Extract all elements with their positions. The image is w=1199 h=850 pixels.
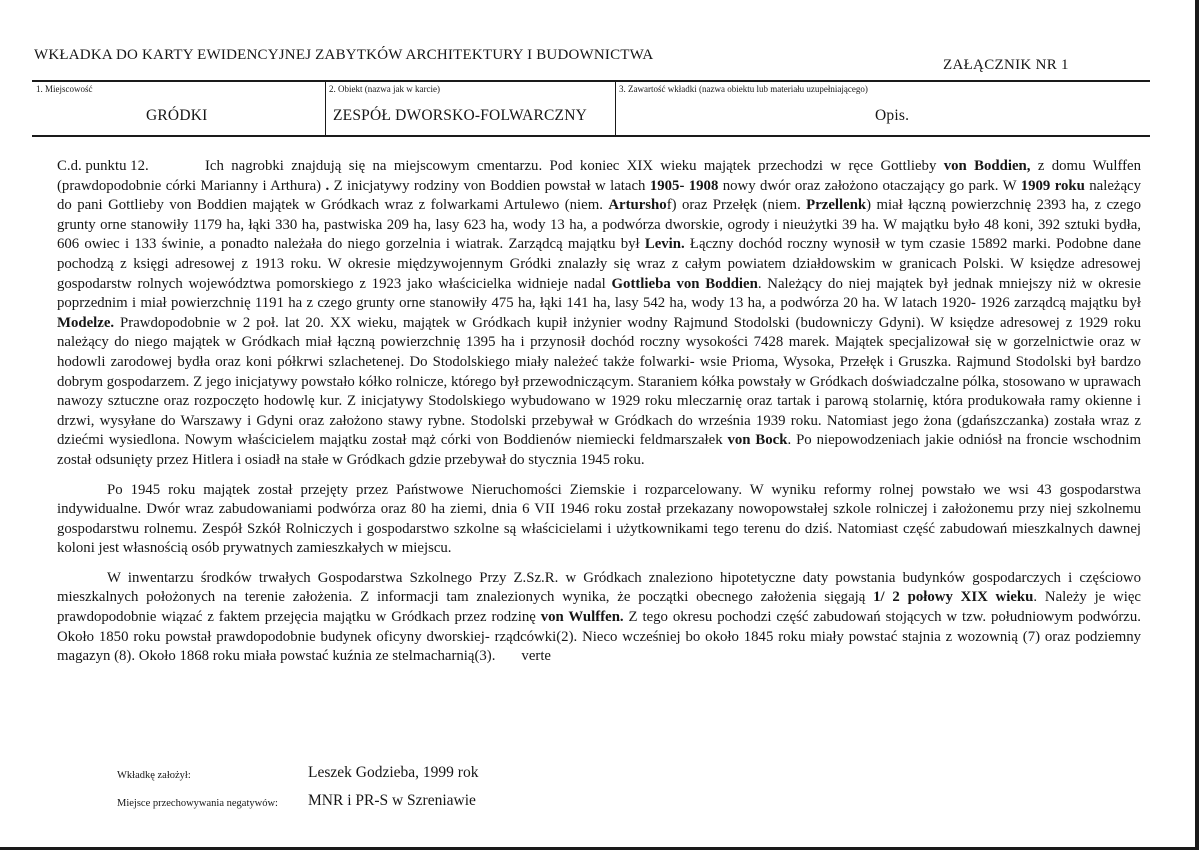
form-title: WKŁADKA DO KARTY EWIDENCYJNEJ ZABYTKÓW ARCHITEKTURY I BUDOWNICTWA (34, 47, 654, 63)
paragraph-3: W inwentarzu środków trwałych Gospodarstwa Szkolnego Przy Z.Sz.R. w Gródkach znaleziono hipotetyczne daty powstania budynków gospodarczych i częściowo mieszkalnych położonych na terenie założenia. Z informacji tam znalezionych wynika, że początki obecnego założenia sięgają 1/ 2 połowy XIX wieku. Należy je więc prawdopodobnie wiązać z faktem przejęcia majątku w Gródkach przez rodzinę von Wulffen. Z tego okresu pochodzi część zabudowań stojących w tzw. południowym podwórzu. Około 1850 roku powstał prawdopodobnie budynek oficyny dworskiej- rządcówki(2). Nieco wcześniej bo około 1845 roku miały powstać stajnia z wozownią (7) oraz podziemny magazyn (8). Około 1868 roku miała powstać kuźnia ze stelmacharnią(3). verte (57, 569, 1141, 665)
object-label: 2. Obiekt (nazwa jak w karcie) (329, 84, 440, 94)
description-body (57, 157, 1141, 667)
locality-label: 1. Miejscowość (36, 84, 93, 94)
field-divider-1 (325, 82, 326, 135)
content-label: 3. Zawartość wkładki (nazwa obiektu lub materiału uzupełniającego) (619, 84, 868, 94)
paragraph-2: Po 1945 roku majątek został przejęty przez Państwowe Nieruchomości Ziemskie i rozparcelowany. W wyniku reformy rolnej powstało we wsi 43 gospodarstwa indywidualne. Dwór wraz zabudowaniami podwórza oraz 80 ha ziemi, dnia 6 VII 1946 roku został przekazany nowopowstałej szkole rolniczej i założonemu przy niej szkolnemu gospodarstwu rolnemu. Zespół Szkół Rolniczych i gospodarstwo szkolne są właścicielami i użytkownikami tego terenu do dziś. Natomiast część zabudowań mieszkalnych dawnej koloni jest własnością osób prywatnych zamieszkałych w miejscu. (57, 481, 1141, 557)
paragraph-lead: C.d. punktu 12. (57, 158, 149, 174)
annex-label: ZAŁĄCZNIK NR 1 (943, 57, 1069, 73)
header-rule-top (32, 80, 1150, 82)
paragraph-1: C.d. punktu 12. Ich nagrobki znajdują się na miejscowym cmentarzu. Pod koniec XIX wieku majątek przechodzi w ręce Gottlieby von Boddien, z domu Wulffen (prawdopodobnie córki Marianny i Arthura) . Z inicjatywy rodziny von Boddien powstał w latach 1905- 1908 nowy dwór oraz założono otaczający go park. W 1909 roku należący do pani Gottlieby von Boddien majątek w Gródkach wraz z folwarkami Artulewo (niem. Arturshof) oraz Przełęk (niem. Przellenk) miał łączną powierzchnię 2393 ha, z czego grunty orne stanowiły 1179 ha, łąki 330 ha, pastwiska 209 ha, lasy 623 ha, wody 13 ha, a podwórza dworskie, ogrody i nieużytki 39 ha. W majątku było 48 koni, 392 sztuki bydła, 606 owiec i 133 świnie, a ponadto należała do niego gorzelnia i wiatrak. Zarządcą majątku był Levin. Łączny dochód roczny wynosił w tym czasie 15892 marki. Podobne dane pochodzą z księgi adresowej z 1913 roku. W okresie międzywojennym Gródki znalazły się wraz z całym powiatem działdowskim w granicach Polski. W księdze adresowej gospodarstw rolnych województwa pomorskiego z 1923 jako właścicielka widnieje nadal Gottlieba von Boddien. Należący do niej majątek był jednak mniejszy niż w okresie poprzednim i miał powierzchnię 1191 ha z czego grunty orne stanowiły 475 ha, łąki 141 ha, lasy 542 ha, wody 13 ha, a podwórza 20 ha. W latach 1920- 1926 zarządcą majątku był Modelze. Prawdopodobnie w 2 poł. lat 20. XX wieku, majątek w Gródkach kupił inżynier wodny Rajmund Stodolski (budowniczy Gdyni). W księdze adresowej z 1929 roku należący do niego majątek w Gródkach miał łączną powierzchnię 1395 ha i przynosił dochód roczny wysokości 7428 marek. Majątek specjalizował się w gorzelnictwie oraz w hodowli zarodowej bydła oraz koni półkrwi szlachetenej. Do Stodolskiego miały należeć także folwarki- wsie Prioma, Wysoka, Przełęk i Gruszka. Rajmund Stodolski był bardzo dobrym gospodarzem. Z jego inicjatywy powstało kółko rolnicze, którego był przewodniczącym. Staraniem kółka powstały w Gródkach doświadczalne pólka, stosowano w uprawach nawozy sztuczne oraz rozpoczęto hodowlę kur. Z inicjatywy Stodolskiego wybudowano w 1929 roku mleczarnię oraz tartak i parową stolarnię, która produkowała ramy okienne i drzwi, wysyłane do Warszawy i Gdyni oraz założono stawy rybne. Stodolski przebywał w Gródkach do września 1939 roku. Natomiast jego żona (gdańszczanka) została wraz z dziećmi wysiedlona. Nowym właścicielem majątku został mąż córki von Boddienów niemiecki feldmarszałek von Bock. Po niepowodzeniach jakie odniósł na froncie wschodnim został odsunięty przez Hitlera i osiadł na stałe w Gródkach gdzie przebywał do stycznia 1945 roku. (57, 158, 1141, 468)
locality-value: GRÓDKI (146, 107, 208, 124)
scan-border-right (1195, 0, 1199, 850)
header-rule-bottom (32, 135, 1150, 137)
author-value: Leszek Godzieba, 1999 rok (308, 764, 479, 781)
storage-value: MNR i PR-S w Szreniawie (308, 792, 476, 809)
content-value: Opis. (875, 107, 910, 124)
author-label: Wkładkę założył: (117, 770, 191, 781)
object-value: ZESPÓŁ DWORSKO-FOLWARCZNY (333, 107, 588, 124)
field-divider-2 (615, 82, 616, 135)
storage-label: Miejsce przechowywania negatywów: (117, 798, 278, 809)
verte-note: verte (521, 648, 551, 665)
